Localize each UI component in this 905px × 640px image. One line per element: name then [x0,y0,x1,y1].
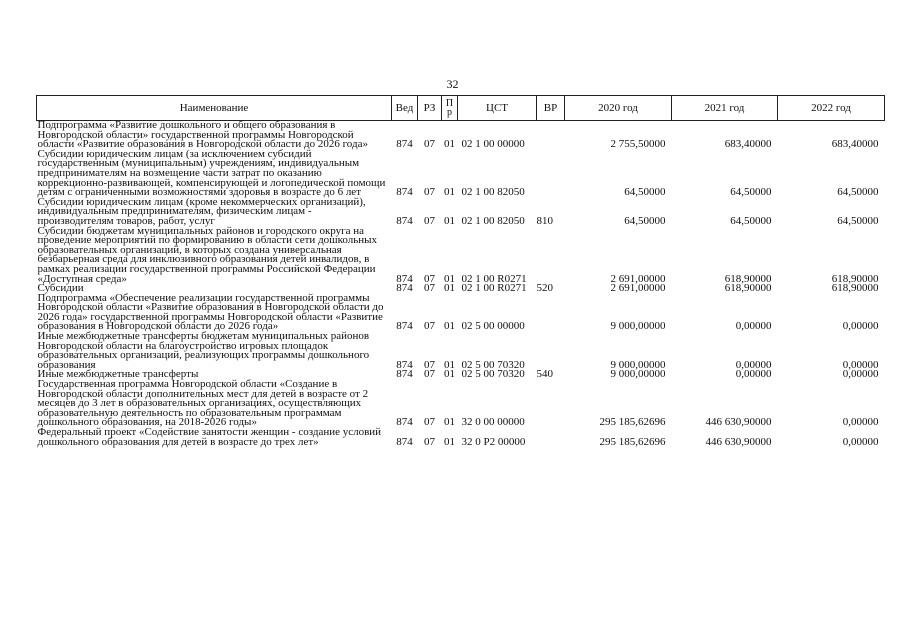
row-vr [537,428,565,447]
table-row [37,121,885,150]
row-ved: 874 [396,282,413,295]
row-name: Иные межбюджетные трансферты бюджетам муниципальных районов Новгородской области на благоустройство игровых площадок образовательных организаций, реализующих программы дошкольного образования [37,330,370,371]
row-ved: 874 [396,358,413,371]
row-ved: 874 [396,320,413,333]
row-vr [537,294,565,332]
row-ved: 874 [396,186,413,199]
row-amount-2020: 2 755,50000 [610,138,666,151]
budget-table [36,95,885,447]
table-row [37,150,885,198]
row-rz: 07 [424,416,435,429]
row-amount-2022: 0,00000 [842,358,879,371]
row-amount-2021: 64,50000 [730,186,772,199]
row-vr [537,150,565,198]
row-amount-2021: 618,90000 [724,272,772,285]
row-name: Субсидии юридическим лицам (кроме некоммерческих организаций), индивидуальным предпринимателям, физическим лицам - производителям товаров, работ, услуг [37,195,366,227]
row-cst: 02 5 00 70320 [461,368,525,381]
row-amount-2022: 0,00000 [842,435,879,448]
row-rz: 07 [424,320,435,333]
row-amount-2020: 9 000,00000 [610,358,666,371]
header-2022: 2022 год [778,96,885,121]
row-pr: 01 [444,416,455,429]
row-vr [537,121,565,150]
row-amount-2022: 618,90000 [831,272,879,285]
row-amount-2020: 64,50000 [624,186,666,199]
row-amount-2021: 446 630,90000 [705,435,772,448]
row-pr: 01 [444,320,455,333]
row-amount-2020: 64,50000 [624,214,666,227]
row-cst: 32 0 P2 00000 [461,435,526,448]
header-ved: Вед [392,96,418,121]
row-pr: 01 [444,186,455,199]
table-row [37,294,885,332]
row-pr: 01 [444,358,455,371]
row-ved: 874 [396,368,413,381]
table-row [37,227,885,285]
row-amount-2020: 2 691,00000 [610,282,666,295]
row-cst: 02 1 00 00000 [461,138,525,151]
row-rz: 07 [424,282,435,295]
row-name: Подпрограмма «Развитие дошкольного и общего образования в Новгородской области» государственной программы Новгородской области «Развитие образования в Новгородской области до 2026 года» [37,119,368,151]
table-row [37,332,885,370]
header-vr: ВР [537,96,565,121]
row-amount-2022: 618,90000 [831,282,879,295]
table-row [37,198,885,227]
row-ved: 874 [396,416,413,429]
row-rz: 07 [424,358,435,371]
row-pr: 01 [444,272,455,285]
row-pr: 01 [444,214,455,227]
row-amount-2021: 64,50000 [730,214,772,227]
row-vr: 520 [536,282,553,295]
header-pr: П р [442,96,458,121]
row-cst: 02 5 00 70320 [461,358,525,371]
row-rz: 07 [424,214,435,227]
header-rz: РЗ [418,96,442,121]
row-rz: 07 [424,435,435,448]
header-cst: ЦСТ [458,96,537,121]
row-pr: 01 [444,368,455,381]
row-cst: 02 1 00 R0271 [461,282,527,295]
row-amount-2022: 683,40000 [831,138,879,151]
row-name: Федеральный проект «Содействие занятости женщин - создание условий дошкольного образования для детей в возрасте до трех лет» [37,426,382,448]
row-name: Субсидии юридическим лицам (за исключением субсидий государственным (муниципальным) учреждениям, индивидуальным предпринимателям на возмещение части затрат по оказанию коррекционно-развивающей, компенсирующей и логопедической помощи детям с ограниченными возможностями здоровья в возрасте до 6 лет [37,147,386,199]
row-amount-2022: 64,50000 [837,186,879,199]
row-vr [537,227,565,285]
row-cst: 32 0 00 00000 [461,416,525,429]
row-name: Иные межбюджетные трансферты [37,368,199,381]
row-rz: 07 [424,272,435,285]
row-cst: 02 1 00 82050 [461,186,525,199]
header-2021: 2021 год [672,96,778,121]
row-amount-2020: 9 000,00000 [610,368,666,381]
row-vr [537,332,565,370]
row-rz: 07 [424,368,435,381]
row-name: Субсидии бюджетам муниципальных районов и городского округа на проведение мероприятий по формированию в области сети дошкольных образовательных организаций, в которых создана универсальная безбарьерная среда для инклюзивного образования детей инвалидов, в рамках реализации государственной программы Российской Федерации «Доступная среда» [37,224,378,285]
row-cst: 02 5 00 00000 [461,320,525,333]
row-amount-2022: 0,00000 [842,320,879,333]
row-ved: 874 [396,138,413,151]
table-row [37,428,885,447]
row-vr [537,380,565,428]
row-amount-2020: 295 185,62696 [599,435,666,448]
row-ved: 874 [396,435,413,448]
row-rz: 07 [424,186,435,199]
row-name: Субсидии [37,282,84,295]
row-amount-2021: 618,90000 [724,282,772,295]
row-amount-2020: 2 691,00000 [610,272,666,285]
row-amount-2020: 295 185,62696 [599,416,666,429]
row-amount-2021: 0,00000 [735,358,772,371]
row-pr: 01 [444,138,455,151]
row-pr: 01 [444,435,455,448]
header-name: Наименование [37,96,392,121]
row-cst: 02 1 00 82050 [461,214,525,227]
row-cst: 02 1 00 R0271 [461,272,527,285]
row-vr: 540 [536,368,553,381]
row-name: Государственная программа Новгородской области «Создание в Новгородской области дополнительных мест для детей в возрасте от 2 месяцев до 3 лет в образовательных организациях, осуществляющих образовательную деятельность по образовательным программам дошкольного образования, на 2018-2026 годы» [37,378,369,429]
row-ved: 874 [396,272,413,285]
row-amount-2021: 0,00000 [735,320,772,333]
row-amount-2022: 0,00000 [842,368,879,381]
row-rz: 07 [424,138,435,151]
row-amount-2020: 9 000,00000 [610,320,666,333]
header-2020: 2020 год [565,96,672,121]
row-vr: 810 [536,214,553,227]
row-amount-2021: 446 630,90000 [705,416,772,429]
row-ved: 874 [396,214,413,227]
row-amount-2021: 0,00000 [735,368,772,381]
row-amount-2022: 0,00000 [842,416,879,429]
page-number: 32 [446,77,459,91]
row-pr: 01 [444,282,455,295]
row-amount-2021: 683,40000 [724,138,772,151]
table-row [37,380,885,428]
row-name: Подпрограмма «Обеспечение реализации государственной программы Новгородской области «Развитие образования в Новгородской области до 2026 года» государственной программы Новгородской области «Развитие образования в Новгородской области до 2026 года» [37,291,384,333]
table-header-row [37,96,885,121]
row-amount-2022: 64,50000 [837,214,879,227]
